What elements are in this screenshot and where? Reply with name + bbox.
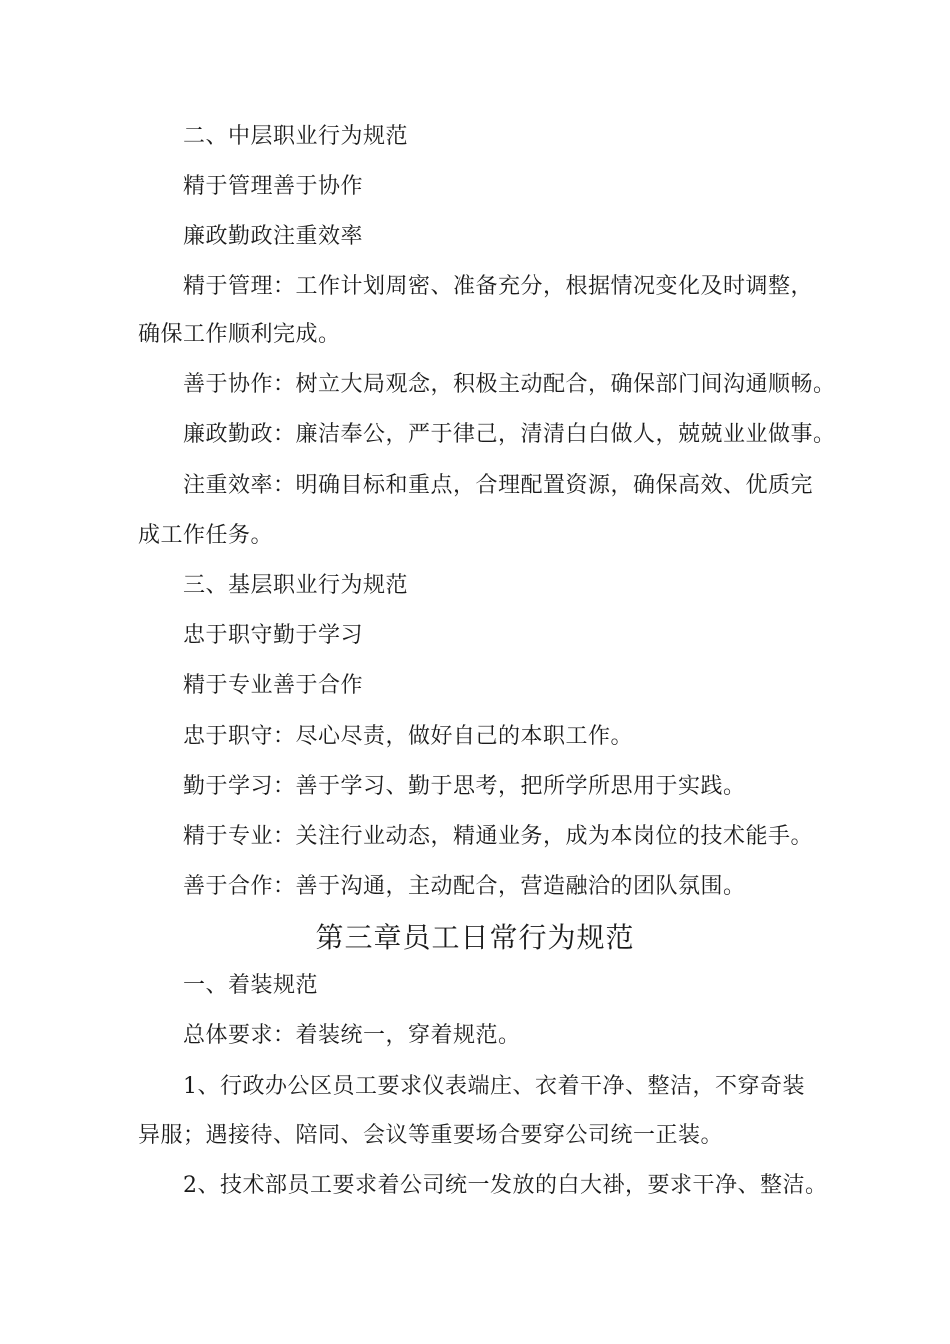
paragraph-line: 精于专业：关注行业动态，精通业务，成为本岗位的技术能手。 xyxy=(183,824,814,849)
motto-line: 廉政勤政注重效率 xyxy=(183,224,364,249)
paragraph-line: 廉政勤政：廉洁奉公，严于律己，清清白白做人，兢兢业业做事。 xyxy=(183,422,836,447)
section-heading: 一、着装规范 xyxy=(183,973,319,998)
section-heading: 三、基层职业行为规范 xyxy=(183,573,409,598)
paragraph-line: 1、行政办公区员工要求仪表端庄、衣着干净、整洁，不穿奇装 xyxy=(183,1074,805,1099)
paragraph-line: 异服；遇接待、陪同、会议等重要场合要穿公司统一正装。 xyxy=(138,1123,724,1148)
motto-line: 精于管理善于协作 xyxy=(183,174,364,199)
chapter-title: 第三章员工日常行为规范 xyxy=(315,921,635,954)
motto-line: 忠于职守勤于学习 xyxy=(183,623,364,648)
paragraph-line: 总体要求：着装统一，穿着规范。 xyxy=(183,1023,521,1048)
motto-line: 精于专业善于合作 xyxy=(183,673,364,698)
paragraph-line: 注重效率：明确目标和重点，合理配置资源，确保高效、优质完 xyxy=(183,473,814,498)
paragraph-line: 确保工作顺利完成。 xyxy=(138,322,341,347)
paragraph-line: 成工作任务。 xyxy=(138,523,274,548)
paragraph-line: 善于协作：树立大局观念，积极主动配合，确保部门间沟通顺畅。 xyxy=(183,372,836,397)
paragraph-line: 精于管理：工作计划周密、准备充分，根据情况变化及时调整， xyxy=(183,274,814,299)
paragraph-line: 善于合作：善于沟通，主动配合，营造融洽的团队氛围。 xyxy=(183,874,746,899)
paragraph-line: 2、技术部员工要求着公司统一发放的白大褂，要求干净、整洁。 xyxy=(183,1173,828,1198)
paragraph-line: 勤于学习：善于学习、勤于思考，把所学所思用于实践。 xyxy=(183,774,746,799)
section-heading: 二、中层职业行为规范 xyxy=(183,124,409,149)
paragraph-line: 忠于职守：尽心尽责，做好自己的本职工作。 xyxy=(183,724,634,749)
